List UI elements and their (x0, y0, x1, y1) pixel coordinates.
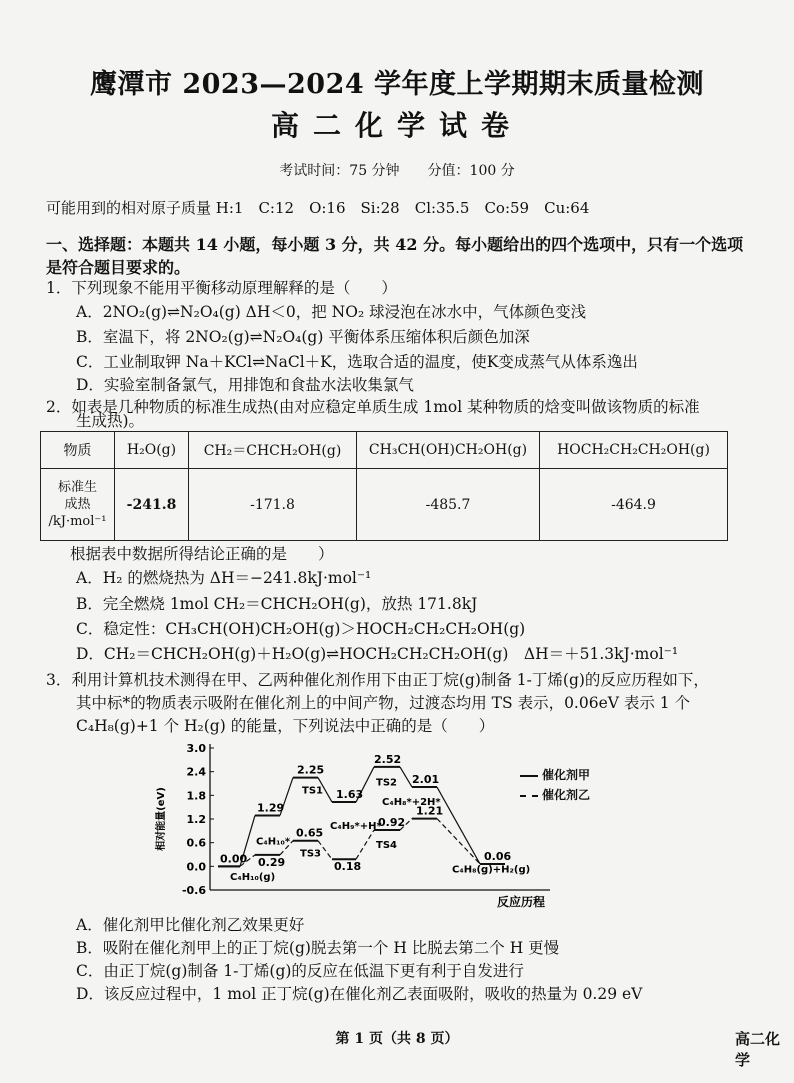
energy-profile-chart (150, 738, 570, 908)
x-axis-title: 反应历程 (496, 895, 545, 908)
table-cell: -485.7 (357, 469, 540, 541)
table-header-cell: HOCH₂CH₂CH₂OH(g) (540, 432, 728, 469)
energy-connector (400, 767, 412, 787)
data-label: 0.18 (334, 860, 362, 874)
y-tick-label: 0.0 (186, 860, 206, 874)
chart-annotation: C₄H₁₀(g) (230, 872, 276, 884)
data-label: 0.00 (220, 852, 248, 866)
table-header-row (41, 432, 728, 469)
data-label: 2.52 (374, 752, 402, 766)
energy-connector (356, 830, 374, 859)
legend-label: 催化剂甲 (542, 768, 591, 782)
data-label: 0.92 (378, 816, 406, 830)
legend-swatch (520, 775, 538, 777)
table-cell: -171.8 (189, 469, 357, 541)
section-heading: 一、选择题：本题共 14 小题，每小题 3 分，共 42 分。每小题给出的四个选项中，只有一个选项是符合题目要求的。 (46, 235, 744, 277)
y-tick-label: 0.6 (186, 836, 206, 850)
chart-annotation: TS4 (376, 839, 397, 851)
table-row (41, 469, 728, 541)
q1-option-b: B．室温下，将 2NO₂(g)⇌N₂O₄(g) 平衡体系压缩体积后颜色加深 (76, 328, 530, 346)
heat-of-formation-table (40, 431, 728, 541)
data-label: 0.06 (484, 849, 512, 863)
data-label: 1.29 (257, 801, 285, 815)
data-label: 0.29 (258, 855, 286, 869)
row-label-cell (41, 469, 115, 541)
q3-stem-line1: 3．利用计算机技术测得在甲、乙两种催化剂作用下由正丁烷(g)制备 1-丁烯(g)的反应历程如下， (46, 671, 709, 689)
exam-subtitle: 高二化学试卷 (270, 109, 523, 142)
table-header-cell: CH₂＝CHCH₂OH(g) (189, 432, 357, 469)
table-cell: -464.9 (540, 469, 728, 541)
q1-option-c: C．工业制取钾 Na＋KCl⇌NaCl＋K，选取合适的温度，使K变成蒸气从体系逸出 (76, 353, 638, 371)
legend-label: 催化剂乙 (542, 788, 591, 802)
q3-option-d: D．该反应过程中，1 mol 正丁烷(g)在催化剂乙表面吸附，吸收的热量为 0.29 eV (76, 985, 643, 1003)
q1-option-a: A．2NO₂(g)⇌N₂O₄(g) ΔH＜0，把 NO₂ 球浸泡在冰水中，气体颜色变浅 (76, 303, 587, 321)
q3-option-c: C．由正丁烷(g)制备 1-丁烯(g)的反应在低温下更有利于自发进行 (76, 962, 524, 980)
row-label-line: 标准生 (57, 480, 97, 495)
exam-info: 考试时间：75 分钟 分值：100 分 (279, 163, 515, 179)
data-label: 2.25 (297, 763, 325, 777)
chart-annotation: C₄H₈(g)+H₂(g) (452, 864, 531, 876)
row-label-line: 成热 (64, 497, 91, 512)
q3-option-b: B．吸附在催化剂甲上的正丁烷(g)脱去第一个 H 比脱去第二个 H 更慢 (76, 939, 560, 957)
q2-stem-line1: 2．如表是几种物质的标准生成热(由对应稳定单质生成 1mol 某种物质的焓变叫做该物质的标准 (46, 398, 700, 416)
table-header-cell: CH₃CH(OH)CH₂OH(g) (357, 432, 540, 469)
y-tick-label: -0.6 (181, 884, 206, 897)
chart-legend (520, 766, 590, 803)
y-tick-label: 1.2 (186, 813, 206, 826)
table-cell: -241.8 (115, 469, 189, 541)
data-label: 1.21 (416, 804, 444, 818)
q1-option-d: D．实验室制备氯气，用排饱和食盐水法收集氯气 (76, 376, 414, 394)
q2-option-b: B．完全燃烧 1mol CH₂＝CHCH₂OH(g)，放热 171.8kJ (76, 595, 478, 613)
y-tick-label: 2.4 (186, 765, 206, 779)
y-tick-label: 3.0 (186, 742, 206, 755)
chart-labels (220, 753, 530, 883)
data-label: 1.63 (336, 788, 364, 802)
chart-annotation: C₄H₁₀* (256, 836, 291, 848)
q2-option-a: A．H₂ 的燃烧热为 ΔH＝−241.8kJ·mol⁻¹ (76, 569, 372, 587)
data-label: 2.01 (412, 773, 440, 787)
legend-item-jia (520, 766, 590, 783)
table-header-cell: 物质 (41, 432, 115, 469)
q1-stem: 1．下列现象不能用平衡移动原理解释的是（ ） (46, 279, 397, 297)
footer-subject: 高二化学 (735, 1030, 781, 1069)
exam-title: 鹰潭市 2023—2024 学年度上学期期末质量检测 (89, 69, 705, 100)
legend-swatch (520, 795, 538, 797)
y-axis-title: 相对能量(eV) (156, 787, 167, 851)
chart-annotation: TS1 (302, 785, 323, 797)
q2-option-d: D．CH₂＝CHCH₂OH(g)＋H₂O(g)⇌HOCH₂CH₂CH₂OH(g) ΔH＝＋51.3kJ·mol⁻¹ (76, 645, 679, 663)
chart-annotation: TS2 (376, 777, 397, 789)
q2-option-c: C．稳定性：CH₃CH(OH)CH₂OH(g)＞HOCH₂CH₂CH₂OH(g) (76, 620, 526, 638)
q3-option-a: A．催化剂甲比催化剂乙效果更好 (76, 916, 305, 934)
legend-item-yi (520, 786, 590, 803)
y-tick-label: 1.8 (186, 789, 206, 803)
page-footer: 第 1 页（共 8 页） (335, 1031, 459, 1047)
chart-marks (218, 767, 505, 866)
data-label: 0.65 (296, 826, 324, 840)
q3-stem-line3: C₄H₈(g)+1 个 H₂(g) 的能量，下列说法中正确的是（ ） (76, 717, 495, 735)
chart-annotation: C₄H₈*+2H* (382, 797, 441, 809)
chart-annotation: TS3 (300, 848, 321, 860)
q2-stem-line2: 生成热)。 (76, 412, 145, 430)
row-label-line: /kJ·mol⁻¹ (48, 514, 107, 529)
q2-lead: 根据表中数据所得结论正确的是 ） (70, 545, 334, 563)
chart-annotation: C₄H₉*+H* (330, 820, 382, 832)
table-header-cell: H₂O(g) (115, 432, 189, 469)
atomic-masses: 可能用到的相对原子质量 H:1 C:12 O:16 Si:28 Cl:35.5 Co:59 Cu:64 (46, 199, 590, 217)
q3-stem-line2: 其中标*的物质表示吸附在催化剂上的中间产物，过渡态均用 TS 表示，0.06eV 表示 1 个 (76, 694, 691, 712)
